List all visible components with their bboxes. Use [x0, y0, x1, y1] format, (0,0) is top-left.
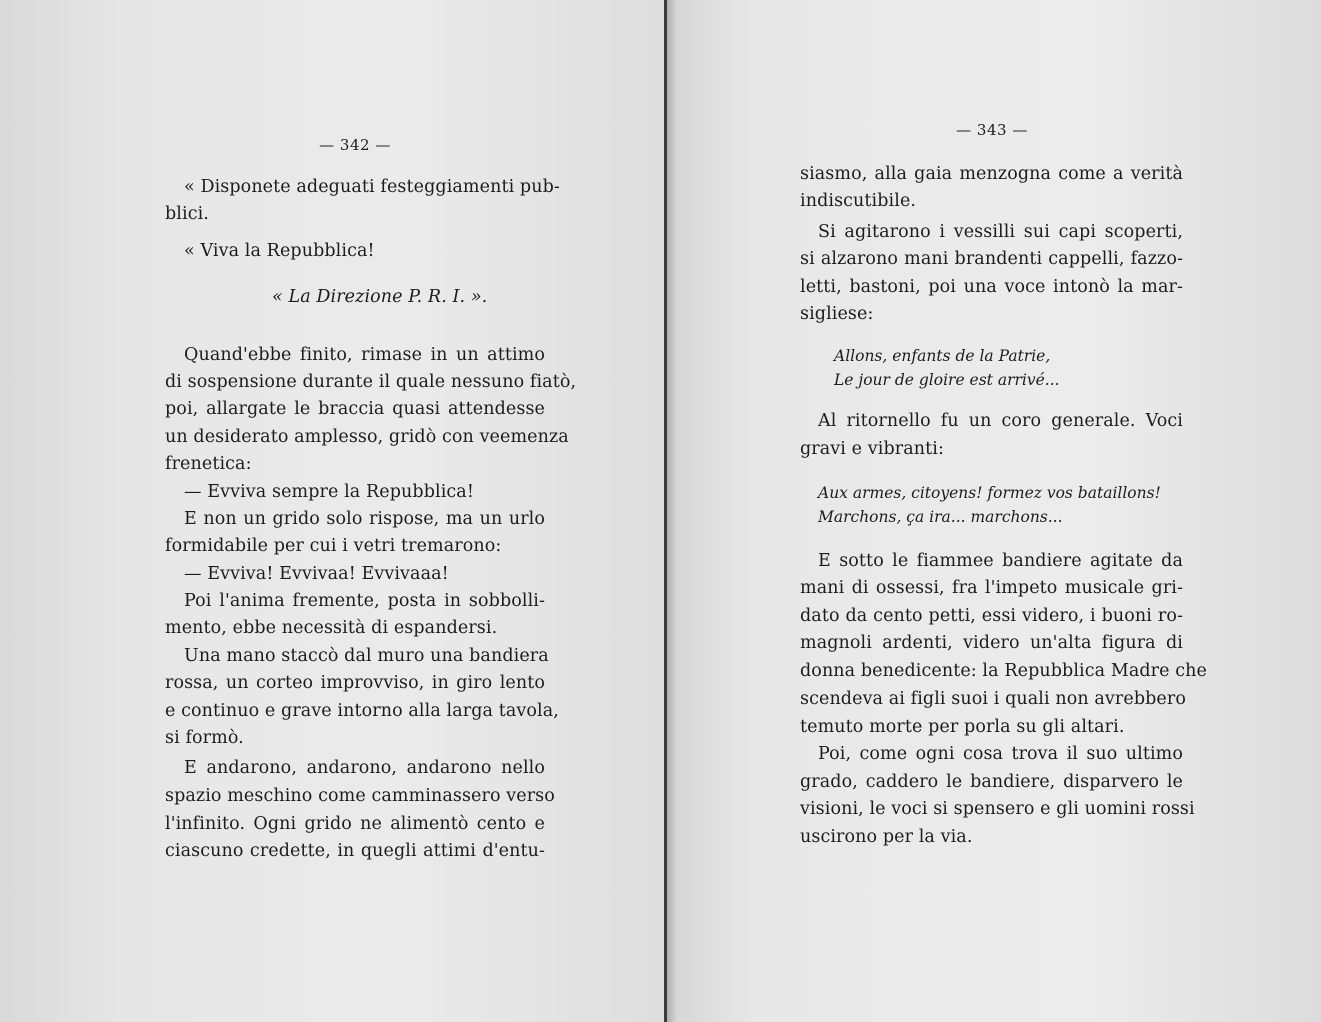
verse-line: Aux armes, citoyens! formez vos bataillons!: [818, 484, 1161, 502]
text-line: formidabile per cui i vetri tremarono:: [165, 536, 502, 556]
text-line: sigliese:: [800, 304, 874, 324]
text-line: grado, caddero le bandiere, disparvero le: [800, 772, 1183, 792]
text-line: di sospensione durante il quale nessuno fiatò,: [165, 372, 577, 392]
gutter-shadow: [667, 0, 677, 1022]
text-line: indiscutibile.: [800, 191, 917, 211]
text-line: Al ritornello fu un coro generale. Voci: [818, 411, 1183, 431]
text-line: visioni, le voci si spensero e gli uomini rossi: [800, 799, 1195, 819]
text-line: si alzarono mani brandenti cappelli, fazzo-: [800, 249, 1183, 269]
text-line: Quand'ebbe finito, rimase in un attimo: [184, 345, 545, 365]
text-line: Si agitarono i vessilli sui capi scoperti,: [818, 222, 1183, 242]
text-line: un desiderato amplesso, gridò con veemenza: [165, 427, 569, 447]
text-line: scendeva ai figli suoi i quali non avrebbero: [800, 689, 1186, 709]
text-line: l'infinito. Ogni grido ne alimentò cento e: [165, 814, 545, 834]
verse-line: Le jour de gloire est arrivé...: [834, 371, 1060, 389]
text-line: e continuo e grave intorno alla larga tavola,: [165, 701, 559, 721]
text-line: mento, ebbe necessità di espandersi.: [165, 618, 498, 638]
text-line: siasmo, alla gaia menzogna come a verità: [800, 164, 1183, 184]
text-line: E andarono, andarono, andarono nello: [184, 758, 545, 778]
text-line: — Evviva! Evvivaa! Evvivaaa!: [184, 564, 449, 584]
text-line: frenetica:: [165, 454, 252, 474]
text-line: rossa, un corteo improvviso, in giro lento: [165, 673, 545, 693]
text-line: uscirono per la via.: [800, 827, 973, 847]
text-line: temuto morte per porla su gli altari.: [800, 717, 1125, 737]
text-line: ciascuno credette, in quegli attimi d'entu-: [165, 841, 545, 861]
text-line: « Disponete adeguati festeggiamenti pub-: [184, 177, 560, 197]
text-line: E non un grido solo rispose, ma un urlo: [184, 509, 545, 529]
signature-line: « La Direzione P. R. I. ».: [272, 287, 488, 307]
text-line: Poi, come ogni cosa trova il suo ultimo: [818, 744, 1183, 764]
page-number-right: — 343 —: [956, 121, 1028, 139]
text-line: Una mano staccò dal muro una bandiera: [184, 646, 549, 666]
verse-line: Marchons, ça ira... marchons...: [818, 508, 1063, 526]
text-line: gravi e vibranti:: [800, 439, 944, 459]
text-line: donna benedicente: la Repubblica Madre che: [800, 661, 1207, 681]
text-line: si formò.: [165, 728, 244, 748]
text-line: — Evviva sempre la Repubblica!: [184, 482, 474, 502]
text-line: letti, bastoni, poi una voce intonò la mar-: [800, 277, 1183, 297]
page-number-left: — 342 —: [319, 136, 391, 154]
text-line: blici.: [165, 204, 209, 224]
text-line: « Viva la Repubblica!: [184, 241, 375, 261]
text-line: dato da cento petti, essi videro, i buoni ro-: [800, 606, 1183, 626]
text-line: Poi l'anima fremente, posta in sobbolli-: [184, 591, 545, 611]
text-line: E sotto le fiammee bandiere agitate da: [818, 551, 1183, 571]
text-line: mani di ossessi, fra l'impeto musicale gri-: [800, 578, 1183, 598]
text-line: magnoli ardenti, videro un'alta figura di: [800, 633, 1183, 653]
verse-line: Allons, enfants de la Patrie,: [834, 347, 1051, 365]
text-line: spazio meschino come camminassero verso: [165, 786, 555, 806]
text-line: poi, allargate le braccia quasi attendesse: [165, 399, 545, 419]
